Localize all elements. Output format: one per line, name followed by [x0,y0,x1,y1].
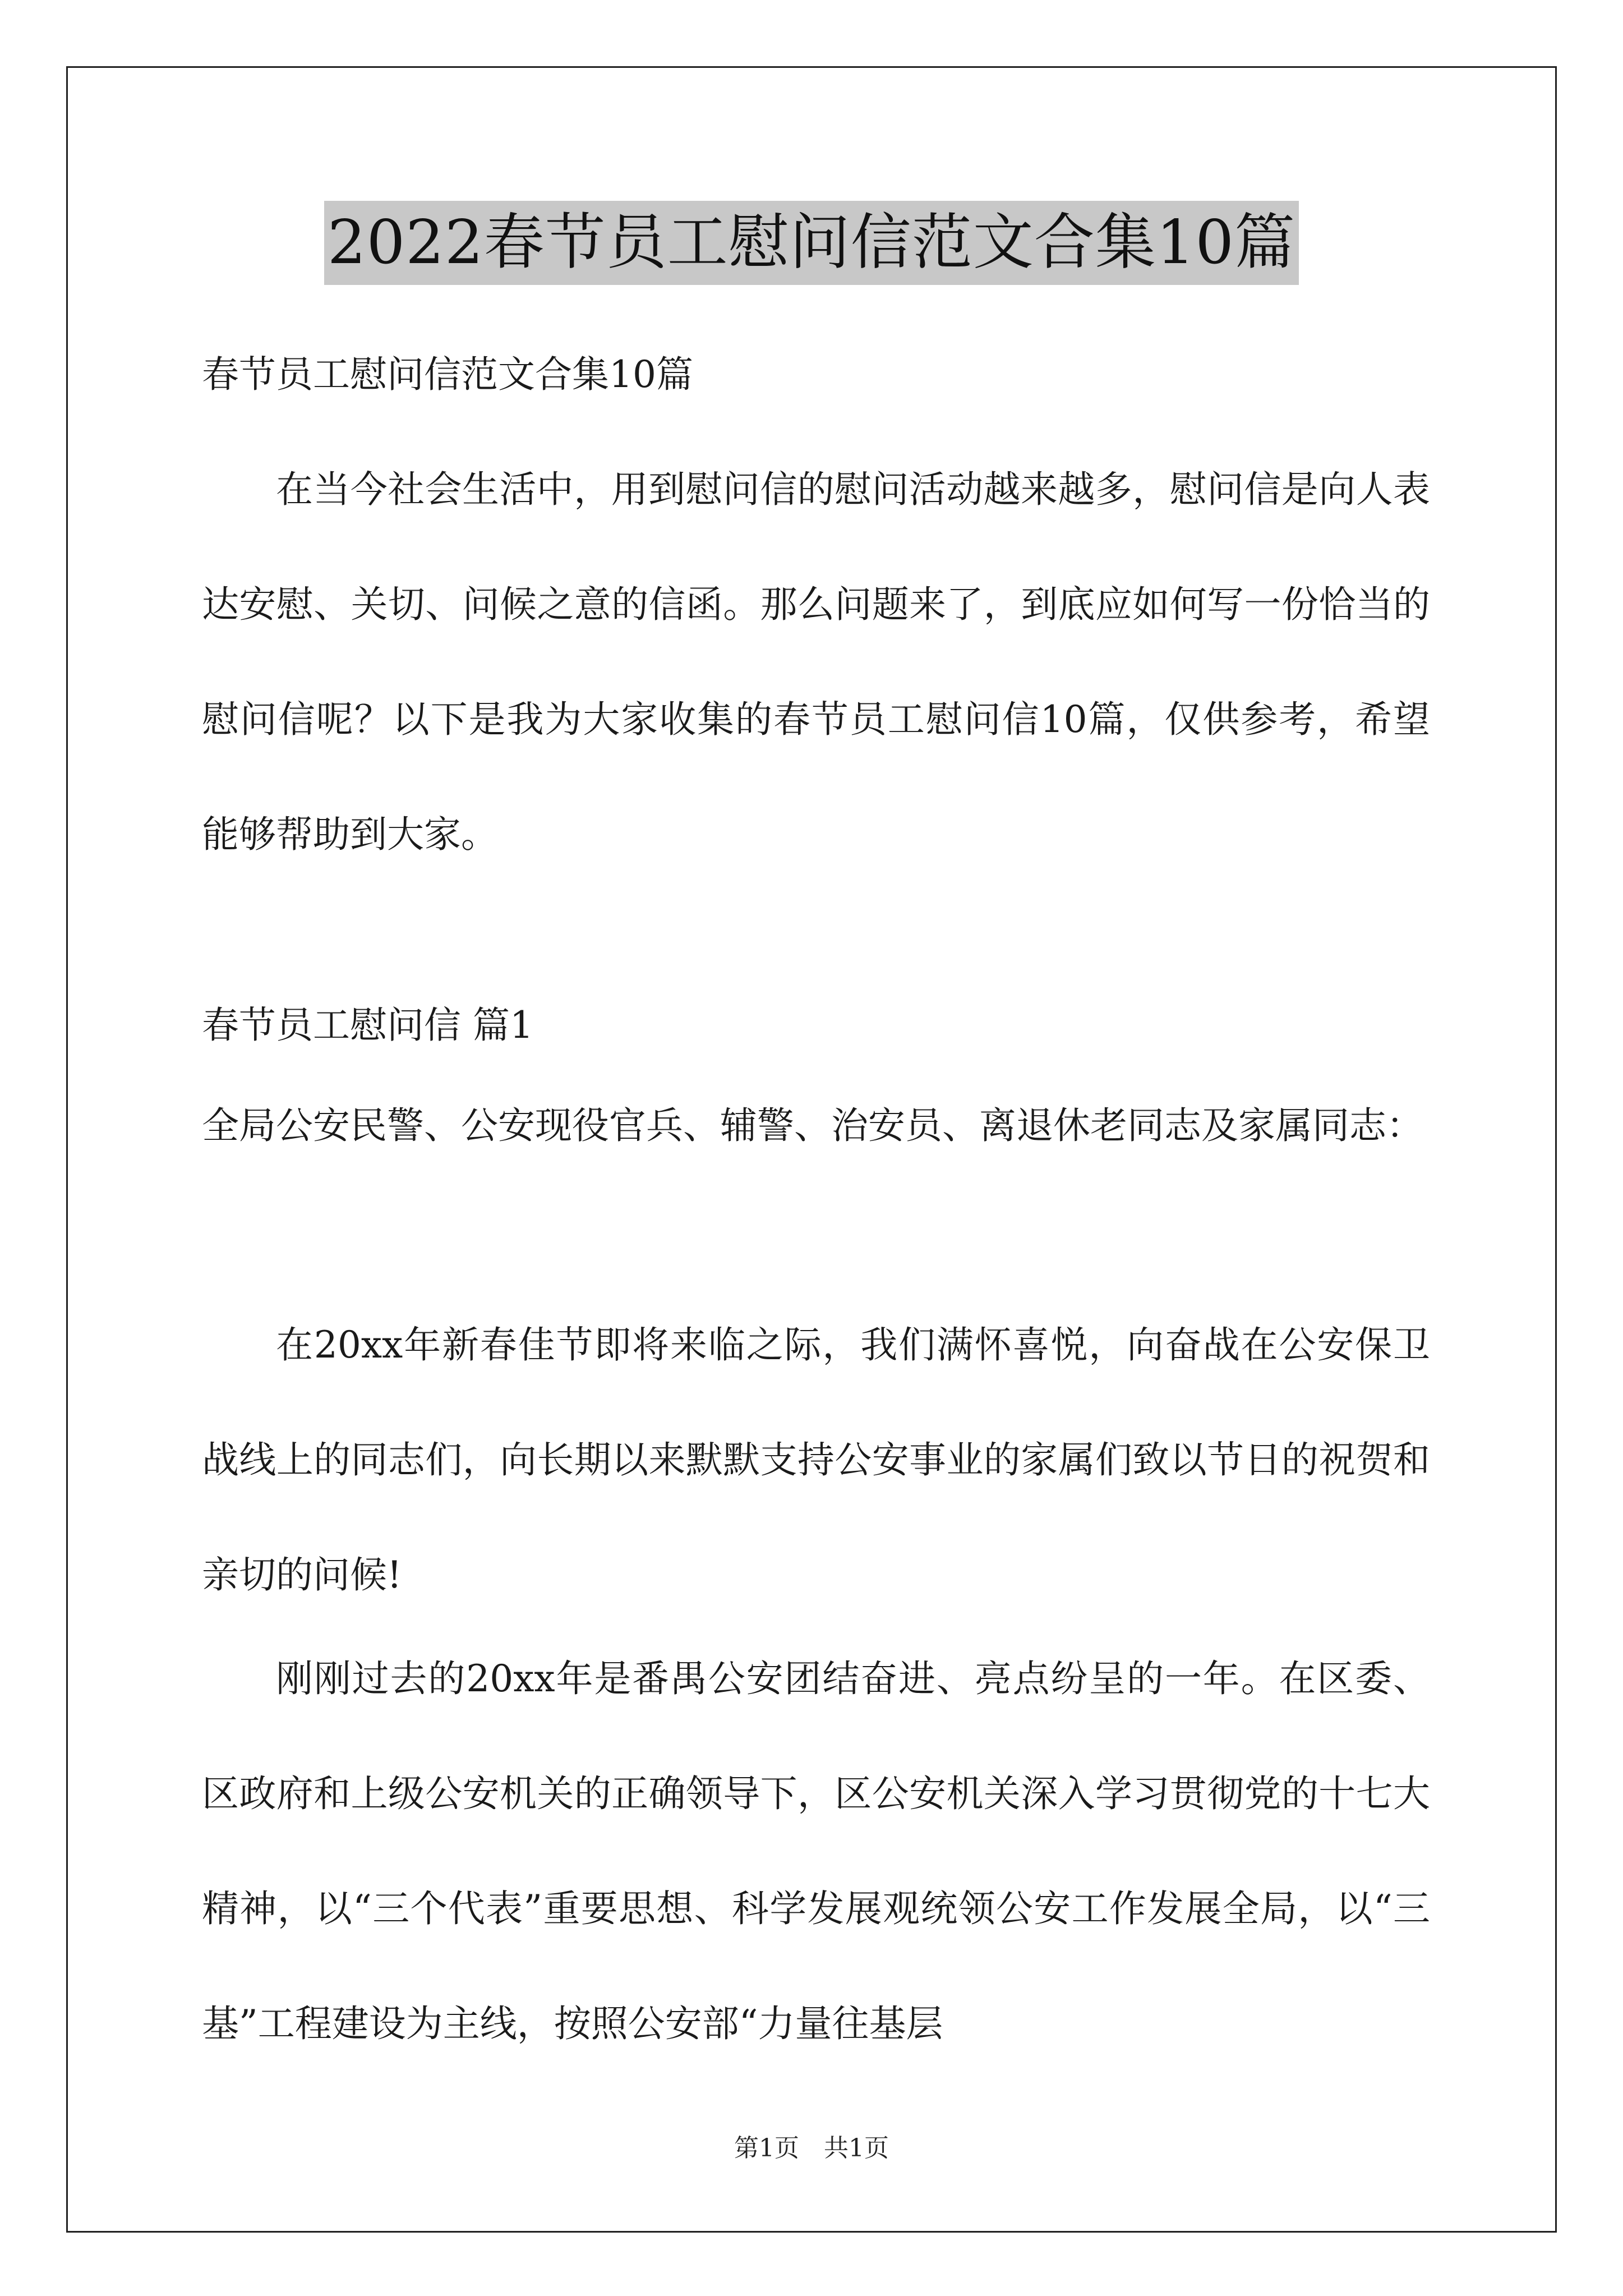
page-number-footer: 第1页 共1页 [734,2134,889,2162]
body-paragraph-1: 在20xx年新春佳节即将来临之际，我们满怀喜悦，向奋战在公安保卫战线上的同志们，向长期以来默默支持公安事业的家属们致以节日的祝贺和亲切的问候! [202,1323,1430,1596]
salutation-paragraph: 全局公安民警、公安现役官兵、辅警、治安员、离退休老同志及家属同志： [202,1104,1423,1147]
body-paragraph-2: 刚刚过去的20xx年是番禺公安团结奋进、亮点纷呈的一年。在区委、区政府和上级公安机关的正确领导下，区公安机关深入学习贯彻党的十七大精神，以“三个代表”重要思想、科学发展观统领公安工作发展全局，以“三基”工程建设为主线，按照公安部“力量往基层 [202,1657,1430,2045]
section-heading: 春节员工慰问信 篇1 [202,1004,533,1047]
document-subtitle: 春节员工慰问信范文合集10篇 [202,353,693,396]
document-title: 2022春节员工慰问信范文合集10篇 [324,201,1299,285]
title-container [0,201,1623,285]
intro-paragraph: 在当今社会生活中，用到慰问信的慰问活动越来越多，慰问信是向人表达安慰、关切、问候之意的信函。那么问题来了，到底应如何写一份恰当的慰问信呢？以下是我为大家收集的春节员工慰问信10篇，仅供参考，希望能够帮助到大家。 [202,468,1430,856]
